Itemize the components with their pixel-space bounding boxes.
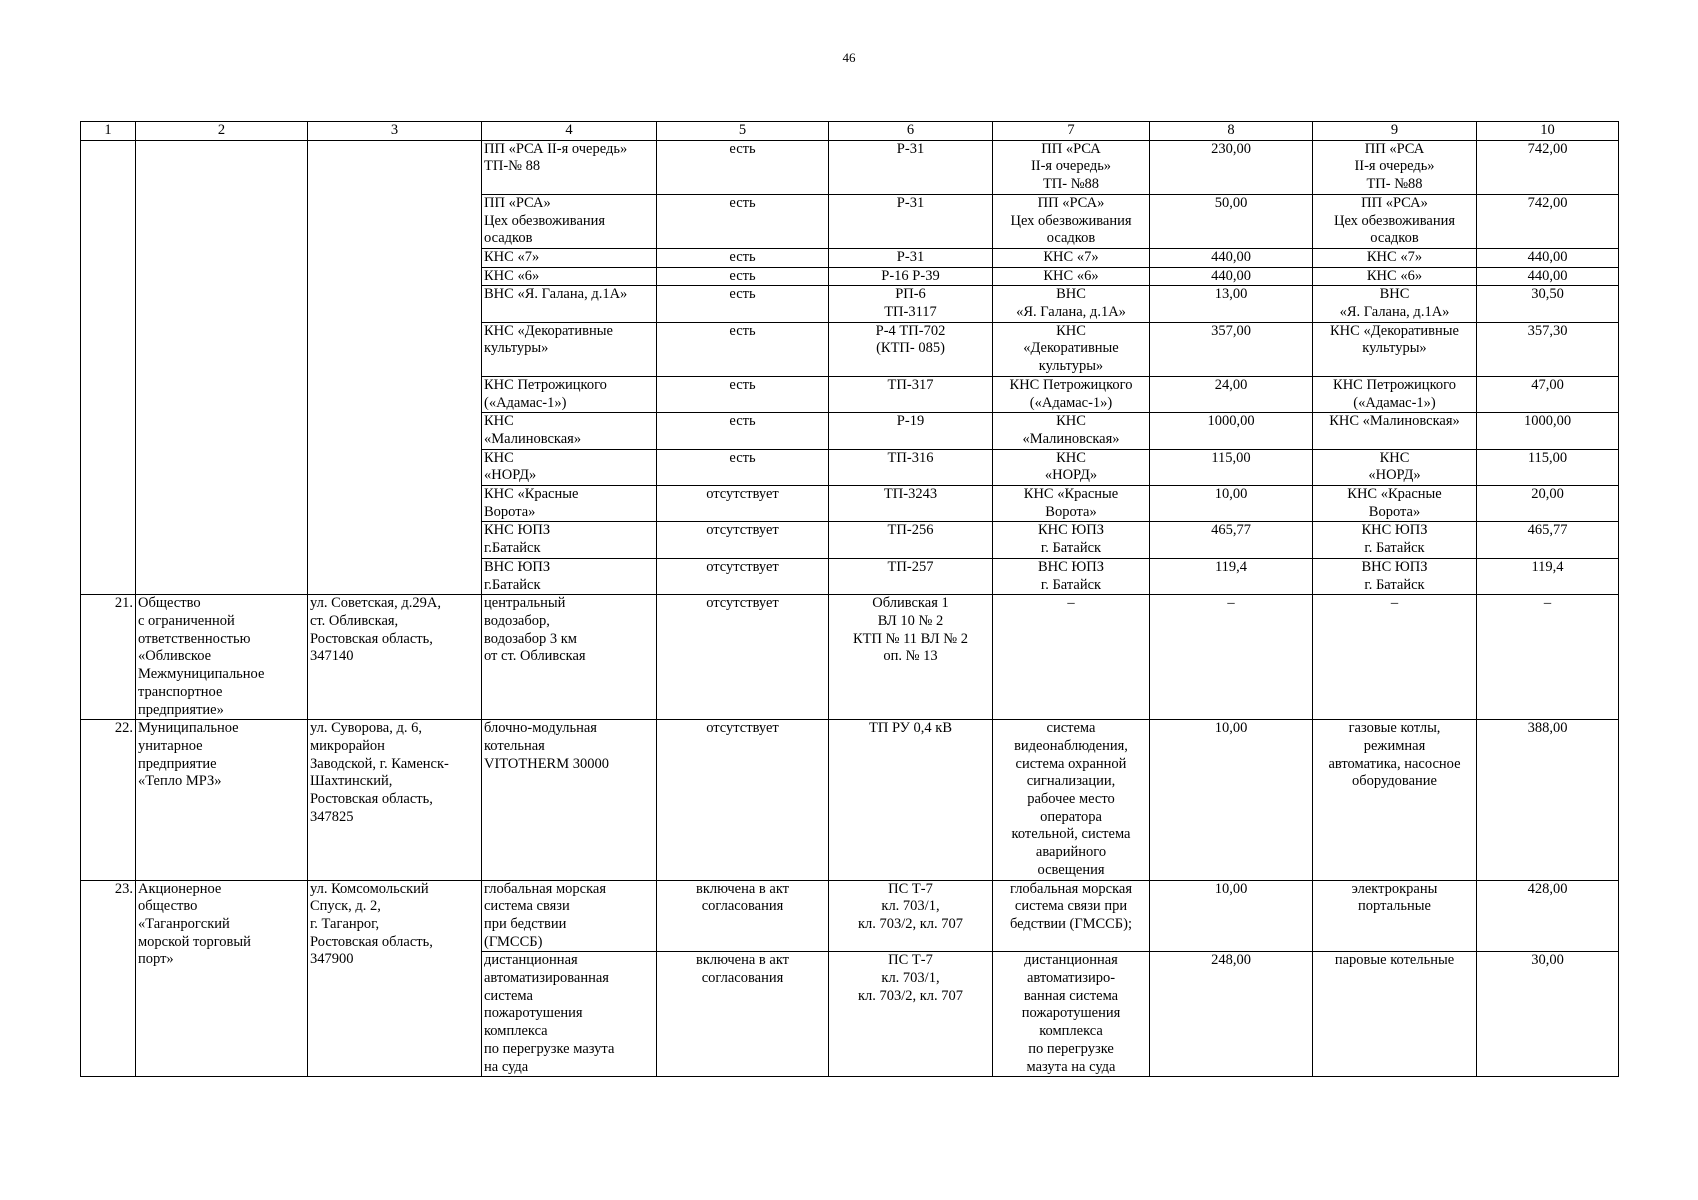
- consumer-cell: КНС «НОРД»: [1313, 449, 1477, 485]
- load-cell: 10,00: [1150, 486, 1313, 522]
- consumer-cell: ПП «РСА II-я очередь» ТП- №88: [1313, 140, 1477, 194]
- power-source-cell: Р-16 Р-39: [829, 267, 993, 286]
- power-source-cell: ТП-316: [829, 449, 993, 485]
- availability-cell: включена в акт согласования: [657, 952, 829, 1077]
- header-cell: 7: [993, 122, 1150, 141]
- object-cell: ВНС ЮПЗ г.Батайск: [482, 558, 657, 594]
- object-cell: ПП «РСА II-я очередь» ТП-№ 88: [482, 140, 657, 194]
- consumer-cell: ВНС «Я. Галана, д.1А»: [1313, 286, 1477, 322]
- address-cell: ул. Суворова, д. 6, микрорайон Заводской, г. Каменск- Шахтинский, Ростовская область, 347825: [308, 720, 482, 880]
- equipment-cell: ВНС «Я. Галана, д.1А»: [993, 286, 1150, 322]
- header-cell: 3: [308, 122, 482, 141]
- row-number-cell: 21.: [81, 595, 136, 720]
- total-load-cell: 119,4: [1477, 558, 1619, 594]
- object-cell: ПП «РСА» Цех обезвоживания осадков: [482, 194, 657, 248]
- object-cell: КНС Петрожицкого («Адамас-1»): [482, 376, 657, 412]
- data-table: [80, 121, 1619, 1077]
- equipment-cell: КНС «6»: [993, 267, 1150, 286]
- header-cell: 4: [482, 122, 657, 141]
- load-cell: 10,00: [1150, 880, 1313, 952]
- equipment-cell: КНС «Декоративные культуры»: [993, 322, 1150, 376]
- consumer-cell: ВНС ЮПЗ г. Батайск: [1313, 558, 1477, 594]
- power-source-cell: Р-31: [829, 248, 993, 267]
- availability-cell: включена в акт согласования: [657, 880, 829, 952]
- power-source-cell: ТП-257: [829, 558, 993, 594]
- equipment-cell: ВНС ЮПЗ г. Батайск: [993, 558, 1150, 594]
- consumer-cell: электрокраны портальные: [1313, 880, 1477, 952]
- power-source-cell: ТП-317: [829, 376, 993, 412]
- total-load-cell: 440,00: [1477, 267, 1619, 286]
- object-cell: КНС «Декоративные культуры»: [482, 322, 657, 376]
- load-cell: 440,00: [1150, 248, 1313, 267]
- object-cell: КНС «Красные Ворота»: [482, 486, 657, 522]
- organization-cell: Акционерное общество «Таганрогский морской торговый порт»: [136, 880, 308, 1077]
- object-cell: КНС «7»: [482, 248, 657, 267]
- object-cell: глобальная морская система связи при бедствии (ГМССБ): [482, 880, 657, 952]
- page-number: 46: [842, 50, 856, 65]
- equipment-cell: система видеонаблюдения, система охранной сигнализации, рабочее место оператора котельной, система аварийного освещения: [993, 720, 1150, 880]
- organization-cell: [136, 140, 308, 595]
- equipment-cell: –: [993, 595, 1150, 720]
- object-cell: КНС «Малиновская»: [482, 413, 657, 449]
- load-cell: 230,00: [1150, 140, 1313, 194]
- equipment-cell: ПП «РСА II-я очередь» ТП- №88: [993, 140, 1150, 194]
- power-source-cell: ПС Т-7 кл. 703/1, кл. 703/2, кл. 707: [829, 952, 993, 1077]
- total-load-cell: 388,00: [1477, 720, 1619, 880]
- equipment-cell: КНС Петрожицкого («Адамас-1»): [993, 376, 1150, 412]
- consumer-cell: КНС «Малиновская»: [1313, 413, 1477, 449]
- table-row: [81, 880, 1619, 952]
- table-row: [81, 595, 1619, 720]
- equipment-cell: ПП «РСА» Цех обезвоживания осадков: [993, 194, 1150, 248]
- load-cell: 13,00: [1150, 286, 1313, 322]
- total-load-cell: 115,00: [1477, 449, 1619, 485]
- total-load-cell: 47,00: [1477, 376, 1619, 412]
- total-load-cell: 742,00: [1477, 140, 1619, 194]
- availability-cell: отсутствует: [657, 595, 829, 720]
- load-cell: 465,77: [1150, 522, 1313, 558]
- power-source-cell: Обливская 1 ВЛ 10 № 2 КТП № 11 ВЛ № 2 оп. № 13: [829, 595, 993, 720]
- load-cell: 10,00: [1150, 720, 1313, 880]
- load-cell: 119,4: [1150, 558, 1313, 594]
- object-cell: блочно-модульная котельная VITOTHERM 30000: [482, 720, 657, 880]
- header-cell: 9: [1313, 122, 1477, 141]
- table-row: [81, 720, 1619, 880]
- load-cell: 24,00: [1150, 376, 1313, 412]
- equipment-cell: глобальная морская система связи при бедствии (ГМССБ);: [993, 880, 1150, 952]
- equipment-cell: КНС ЮПЗ г. Батайск: [993, 522, 1150, 558]
- object-cell: КНС «6»: [482, 267, 657, 286]
- load-cell: 115,00: [1150, 449, 1313, 485]
- availability-cell: есть: [657, 286, 829, 322]
- load-cell: 357,00: [1150, 322, 1313, 376]
- availability-cell: есть: [657, 194, 829, 248]
- object-cell: дистанционная автоматизированная система пожаротушения комплекса по перегрузке мазута на суда: [482, 952, 657, 1077]
- organization-cell: Муниципальное унитарное предприятие «Тепло МРЗ»: [136, 720, 308, 880]
- object-cell: центральный водозабор, водозабор 3 км от ст. Обливская: [482, 595, 657, 720]
- power-source-cell: РП-6 ТП-3117: [829, 286, 993, 322]
- total-load-cell: 742,00: [1477, 194, 1619, 248]
- consumer-cell: КНС «7»: [1313, 248, 1477, 267]
- table-row: [81, 140, 1619, 194]
- consumer-cell: газовые котлы, режимная автоматика, насосное оборудование: [1313, 720, 1477, 880]
- equipment-cell: КНС «НОРД»: [993, 449, 1150, 485]
- availability-cell: есть: [657, 140, 829, 194]
- object-cell: ВНС «Я. Галана, д.1А»: [482, 286, 657, 322]
- availability-cell: есть: [657, 267, 829, 286]
- availability-cell: есть: [657, 248, 829, 267]
- equipment-cell: КНС «Малиновская»: [993, 413, 1150, 449]
- equipment-cell: КНС «7»: [993, 248, 1150, 267]
- power-source-cell: Р-31: [829, 194, 993, 248]
- availability-cell: отсутствует: [657, 486, 829, 522]
- availability-cell: есть: [657, 449, 829, 485]
- power-source-cell: Р-31: [829, 140, 993, 194]
- column-number-header: [81, 122, 1619, 141]
- total-load-cell: 440,00: [1477, 248, 1619, 267]
- organization-cell: Общество с ограниченной ответственностью «Обливское Межмуниципальное транспортное предприятие»: [136, 595, 308, 720]
- consumer-cell: КНС «Красные Ворота»: [1313, 486, 1477, 522]
- header-cell: 6: [829, 122, 993, 141]
- header-cell: 2: [136, 122, 308, 141]
- object-cell: КНС «НОРД»: [482, 449, 657, 485]
- load-cell: 440,00: [1150, 267, 1313, 286]
- header-cell: 10: [1477, 122, 1619, 141]
- row-number-cell: 23.: [81, 880, 136, 1077]
- header-cell: 5: [657, 122, 829, 141]
- address-cell: ул. Комсомольский Спуск, д. 2, г. Таганрог, Ростовская область, 347900: [308, 880, 482, 1077]
- load-cell: 1000,00: [1150, 413, 1313, 449]
- load-cell: 50,00: [1150, 194, 1313, 248]
- header-cell: 8: [1150, 122, 1313, 141]
- address-cell: [308, 140, 482, 595]
- total-load-cell: 30,50: [1477, 286, 1619, 322]
- total-load-cell: 357,30: [1477, 322, 1619, 376]
- total-load-cell: –: [1477, 595, 1619, 720]
- availability-cell: отсутствует: [657, 720, 829, 880]
- consumer-cell: –: [1313, 595, 1477, 720]
- header-cell: 1: [81, 122, 136, 141]
- availability-cell: отсутствует: [657, 522, 829, 558]
- equipment-cell: КНС «Красные Ворота»: [993, 486, 1150, 522]
- total-load-cell: 30,00: [1477, 952, 1619, 1077]
- power-source-cell: ПС Т-7 кл. 703/1, кл. 703/2, кл. 707: [829, 880, 993, 952]
- consumer-cell: КНС «Декоративные культуры»: [1313, 322, 1477, 376]
- total-load-cell: 1000,00: [1477, 413, 1619, 449]
- object-cell: КНС ЮПЗ г.Батайск: [482, 522, 657, 558]
- power-source-cell: Р-4 ТП-702 (КТП- 085): [829, 322, 993, 376]
- power-source-cell: ТП РУ 0,4 кВ: [829, 720, 993, 880]
- total-load-cell: 465,77: [1477, 522, 1619, 558]
- row-number-cell: 22.: [81, 720, 136, 880]
- equipment-cell: дистанционная автоматизиро- ванная система пожаротушения комплекса по перегрузке мазута на суда: [993, 952, 1150, 1077]
- consumer-cell: паровые котельные: [1313, 952, 1477, 1077]
- availability-cell: есть: [657, 376, 829, 412]
- total-load-cell: 428,00: [1477, 880, 1619, 952]
- total-load-cell: 20,00: [1477, 486, 1619, 522]
- consumer-cell: КНС «6»: [1313, 267, 1477, 286]
- availability-cell: есть: [657, 322, 829, 376]
- availability-cell: отсутствует: [657, 558, 829, 594]
- consumer-cell: КНС ЮПЗ г. Батайск: [1313, 522, 1477, 558]
- availability-cell: есть: [657, 413, 829, 449]
- power-source-cell: ТП-256: [829, 522, 993, 558]
- consumer-cell: КНС Петрожицкого («Адамас-1»): [1313, 376, 1477, 412]
- address-cell: ул. Советская, д.29А, ст. Обливская, Ростовская область, 347140: [308, 595, 482, 720]
- load-cell: 248,00: [1150, 952, 1313, 1077]
- consumer-cell: ПП «РСА» Цех обезвоживания осадков: [1313, 194, 1477, 248]
- row-number-cell: [81, 140, 136, 595]
- load-cell: –: [1150, 595, 1313, 720]
- power-source-cell: ТП-3243: [829, 486, 993, 522]
- power-source-cell: Р-19: [829, 413, 993, 449]
